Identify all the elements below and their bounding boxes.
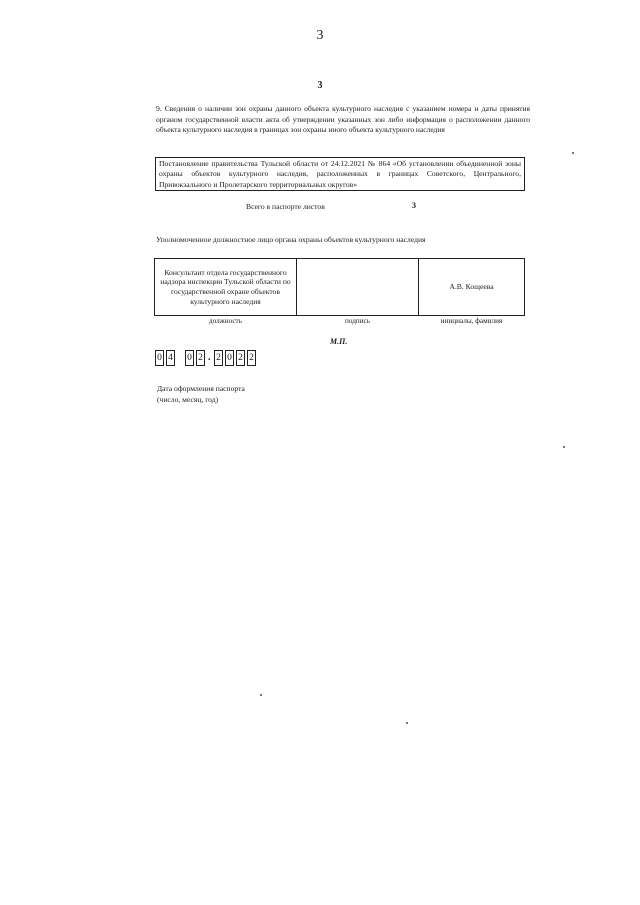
date-month-digit: 0 (185, 350, 194, 366)
date-year-digit: 2 (236, 350, 245, 366)
stamp-mark: М.П. (330, 337, 348, 346)
date-day-digit: 0 (155, 350, 164, 366)
date-year-digit: 0 (225, 350, 234, 366)
official-position: Консультант отдела государственного надзора инспекции Тульской области по государственной охране объектов культурного наследия (155, 259, 297, 316)
date-caption (157, 383, 245, 405)
date-year-digit: 2 (214, 350, 223, 366)
date-month-digit: 2 (196, 350, 205, 366)
signature-row (155, 259, 525, 316)
official-name: А.В. Кощеева (419, 259, 525, 316)
scan-speck (260, 694, 262, 696)
position-caption: должность (155, 316, 297, 329)
caption-row (155, 316, 525, 329)
date-separator: . (208, 352, 211, 363)
page-number-top: 3 (316, 28, 324, 43)
date-year-digit: 2 (247, 350, 256, 366)
signature-caption: подпись (297, 316, 419, 329)
sheets-count-label: Всего в паспорте листов (246, 202, 325, 211)
scan-speck (563, 446, 565, 448)
signature-table (154, 258, 525, 328)
name-caption: инициалы, фамилия (419, 316, 525, 329)
date-caption-line: (число, месяц, год) (157, 395, 219, 404)
page-number-document: 3 (317, 80, 323, 91)
scan-speck (572, 152, 574, 154)
scan-speck (406, 722, 408, 724)
section-9-heading: 9. Сведения о наличии зон охраны данного объекта культурного наследия с указанием номера и даты принятия органом государственной власти акта об утверждении указанных зон либо информация о расположении данного объекта культурного наследия в границах зон охраны иного объекта культурного наследия (156, 104, 530, 135)
official-heading: Уполномоченное должностное лицо органа охраны объектов культурного наследия (156, 235, 426, 244)
date-day-digit: 4 (166, 350, 175, 366)
signature-field (297, 259, 419, 316)
date-caption-line: Дата оформления паспорта (157, 384, 245, 393)
sheets-count-value: 3 (412, 201, 416, 210)
resolution-box: Постановление правительства Тульской области от 24.12.2021 № 864 «Об установлении объединенной зоны охраны объектов культурного наследия, расположенных в границах Советского, Центрального, Привокзального и Пролетарского территориальных округов» (155, 157, 525, 191)
